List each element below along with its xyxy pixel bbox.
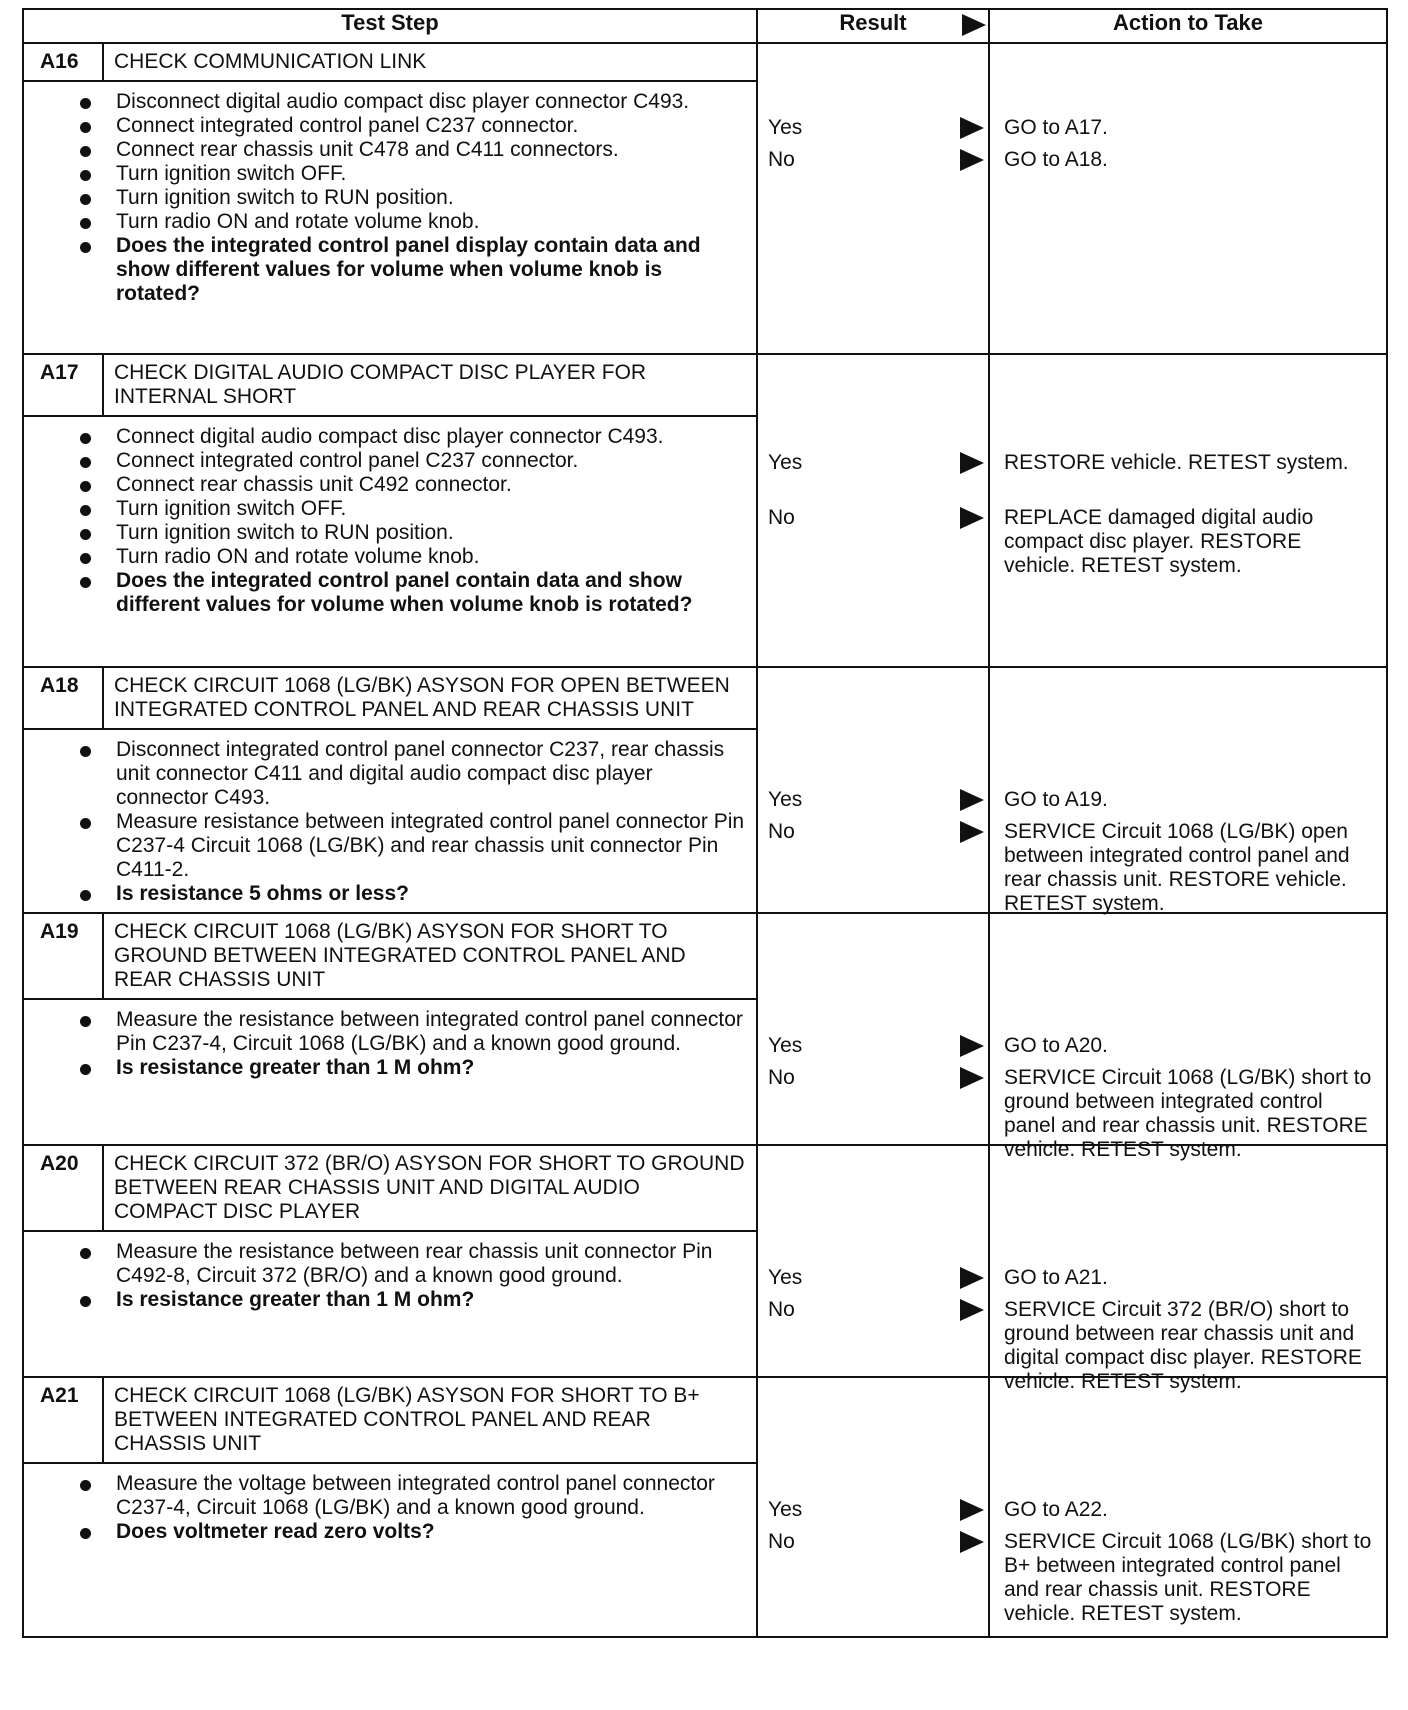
step-title-row (24, 355, 756, 417)
step-instructions (24, 730, 756, 910)
result-yes-label: Yes (768, 788, 803, 811)
arrow-right-icon (960, 1267, 984, 1289)
header-result (757, 9, 989, 43)
result-no-label: No (768, 1066, 795, 1089)
result-cell (757, 667, 989, 913)
result-yes (768, 116, 986, 142)
instruction-item: Measure the voltage between integrated control panel connector C237-4, Circuit 1068 (LG/BK) and a known good ground. (116, 1472, 746, 1520)
action-cell (989, 354, 1387, 667)
step-instructions (24, 1464, 756, 1548)
step-title-row (24, 44, 756, 82)
step-title-row (24, 668, 756, 730)
result-yes-label: Yes (768, 1034, 803, 1057)
action-yes: GO to A19. (1004, 788, 1108, 811)
step-row-a18 (23, 667, 1387, 913)
result-cell (757, 913, 989, 1145)
instruction-item: Turn ignition switch OFF. (116, 497, 746, 521)
result-no-label: No (768, 1530, 795, 1553)
step-title: CHECK CIRCUIT 1068 (LG/BK) ASYSON FOR OPEN BETWEEN INTEGRATED CONTROL PANEL AND REAR CHASSIS UNIT (114, 674, 730, 721)
step-question: Does the integrated control panel display contain data and show different values for volume when volume knob is rotated? (116, 234, 746, 306)
action-cell (989, 667, 1387, 913)
arrow-right-icon (960, 1531, 984, 1553)
instruction-item: Measure the resistance between rear chassis unit connector Pin C492-8, Circuit 372 (BR/O) and a known good ground. (116, 1240, 746, 1288)
arrow-right-icon (962, 14, 986, 36)
action-cell (989, 1377, 1387, 1637)
arrow-right-icon (960, 1299, 984, 1321)
step-question: Does voltmeter read zero volts? (116, 1520, 746, 1544)
action-cell (989, 913, 1387, 1161)
step-question: Is resistance greater than 1 M ohm? (116, 1056, 746, 1080)
arrow-right-icon (960, 1035, 984, 1057)
action-yes: RESTORE vehicle. RETEST system. (1004, 451, 1349, 474)
instruction-item: Turn radio ON and rotate volume knob. (116, 545, 746, 569)
instruction-item: Turn ignition switch OFF. (116, 162, 746, 186)
diagnostic-table (22, 8, 1388, 1638)
instruction-item: Disconnect integrated control panel connector C237, rear chassis unit connector C411 and digital audio compact disc player connector C493. (116, 738, 746, 810)
result-cell (757, 354, 989, 667)
instruction-item: Turn radio ON and rotate volume knob. (116, 210, 746, 234)
result-yes (768, 451, 986, 477)
step-row-a21 (23, 1377, 1387, 1637)
step-title-row (24, 1146, 756, 1232)
arrow-right-icon (960, 1499, 984, 1521)
action-yes: GO to A17. (1004, 116, 1108, 139)
test-step-cell (23, 913, 757, 1145)
instruction-item: Turn ignition switch to RUN position. (116, 186, 746, 210)
result-no-label: No (768, 1298, 795, 1321)
header-action: Action to Take (989, 9, 1387, 43)
header-test-step: Test Step (23, 9, 757, 43)
action-no: GO to A18. (1004, 148, 1108, 171)
result-yes (768, 1498, 986, 1524)
result-no-label: No (768, 506, 795, 529)
arrow-right-icon (960, 1067, 984, 1089)
action-cell (989, 1145, 1387, 1393)
result-no (768, 506, 986, 532)
step-instructions (24, 417, 756, 621)
result-no (768, 1298, 986, 1324)
step-instructions (24, 82, 756, 310)
result-yes-label: Yes (768, 1266, 803, 1289)
instruction-item: Connect integrated control panel C237 connector. (116, 449, 746, 473)
step-title: CHECK COMMUNICATION LINK (114, 50, 427, 73)
action-no: SERVICE Circuit 1068 (LG/BK) open between integrated control panel and rear chassis unit. RESTORE vehicle. RETEST system. (1004, 820, 1350, 915)
step-title-row (24, 914, 756, 1000)
header-result-label: Result (839, 10, 907, 35)
diagnostic-table-page (22, 8, 1386, 1698)
action-no: SERVICE Circuit 1068 (LG/BK) short to B+ between integrated control panel and rear chassis unit. RESTORE vehicle. RETEST system. (1004, 1530, 1372, 1625)
arrow-right-icon (960, 149, 984, 171)
instruction-item: Connect integrated control panel C237 connector. (116, 114, 746, 138)
test-step-cell (23, 1377, 757, 1637)
result-cell (757, 1377, 989, 1637)
result-cell (757, 43, 989, 354)
arrow-right-icon (960, 452, 984, 474)
action-no: REPLACE damaged digital audio compact disc player. RESTORE vehicle. RETEST system. (1004, 506, 1314, 577)
step-row-a16 (23, 43, 1387, 354)
step-row-a20 (23, 1145, 1387, 1377)
step-id: A20 (24, 1146, 104, 1230)
action-yes: GO to A22. (1004, 1498, 1108, 1521)
test-step-cell (23, 1145, 757, 1377)
step-id: A17 (24, 355, 104, 415)
step-id: A18 (24, 668, 104, 728)
step-title: CHECK DIGITAL AUDIO COMPACT DISC PLAYER FOR INTERNAL SHORT (114, 361, 647, 408)
instruction-item: Disconnect digital audio compact disc player connector C493. (116, 90, 746, 114)
step-question: Is resistance 5 ohms or less? (116, 882, 746, 906)
result-no-label: No (768, 148, 795, 171)
instruction-item: Connect rear chassis unit C478 and C411 connectors. (116, 138, 746, 162)
step-question: Does the integrated control panel contain data and show different values for volume when volume knob is rotated? (116, 569, 746, 617)
arrow-right-icon (960, 507, 984, 529)
instruction-item: Measure resistance between integrated control panel connector Pin C237-4 Circuit 1068 (LG/BK) and rear chassis unit connector Pin C411-2. (116, 810, 745, 881)
action-no: SERVICE Circuit 1068 (LG/BK) short to ground between integrated control panel and rear chassis unit. RESTORE vehicle. RETEST system. (1004, 1066, 1372, 1161)
result-no (768, 148, 986, 174)
steps-body (23, 43, 1387, 1637)
result-no (768, 820, 986, 846)
action-yes: GO to A21. (1004, 1266, 1108, 1289)
step-instructions (24, 1232, 756, 1316)
step-title: CHECK CIRCUIT 1068 (LG/BK) ASYSON FOR SHORT TO B+ BETWEEN INTEGRATED CONTROL PANEL AND REAR CHASSIS UNIT (114, 1384, 700, 1455)
step-id: A19 (24, 914, 104, 998)
instruction-item: Connect digital audio compact disc player connector C493. (116, 425, 746, 449)
step-title: CHECK CIRCUIT 1068 (LG/BK) ASYSON FOR SHORT TO GROUND BETWEEN INTEGRATED CONTROL PANEL AND REAR CHASSIS UNIT (114, 920, 686, 991)
step-question: Is resistance greater than 1 M ohm? (116, 1288, 746, 1312)
arrow-right-icon (960, 821, 984, 843)
instruction-item: Turn ignition switch to RUN position. (116, 521, 746, 545)
step-instructions (24, 1000, 756, 1084)
instruction-item: Connect rear chassis unit C492 connector. (116, 473, 746, 497)
result-cell (757, 1145, 989, 1377)
result-yes-label: Yes (768, 116, 803, 139)
step-id: A16 (24, 44, 104, 80)
action-cell (989, 43, 1387, 354)
result-yes (768, 1266, 986, 1292)
result-no (768, 1066, 986, 1092)
step-title-row (24, 1378, 756, 1464)
step-row-a19 (23, 913, 1387, 1145)
test-step-cell (23, 43, 757, 354)
step-title: CHECK CIRCUIT 372 (BR/O) ASYSON FOR SHORT TO GROUND BETWEEN REAR CHASSIS UNIT AND DIGITAL AUDIO COMPACT DISC PLAYER (114, 1152, 745, 1223)
action-yes: GO to A20. (1004, 1034, 1108, 1057)
test-step-cell (23, 354, 757, 667)
result-no-label: No (768, 820, 795, 843)
test-step-cell (23, 667, 757, 913)
result-yes (768, 788, 986, 814)
action-no: SERVICE Circuit 372 (BR/O) short to ground between rear chassis unit and digital compact disc player. RESTORE vehicle. RETEST system. (1004, 1298, 1362, 1393)
result-no (768, 1530, 986, 1556)
step-id: A21 (24, 1378, 104, 1462)
table-header-row (23, 9, 1387, 43)
arrow-right-icon (960, 789, 984, 811)
result-yes-label: Yes (768, 451, 803, 474)
result-yes-label: Yes (768, 1498, 803, 1521)
arrow-right-icon (960, 117, 984, 139)
result-yes (768, 1034, 986, 1060)
instruction-item: Measure the resistance between integrated control panel connector Pin C237-4, Circuit 1068 (LG/BK) and a known good ground. (116, 1008, 746, 1056)
step-row-a17 (23, 354, 1387, 667)
